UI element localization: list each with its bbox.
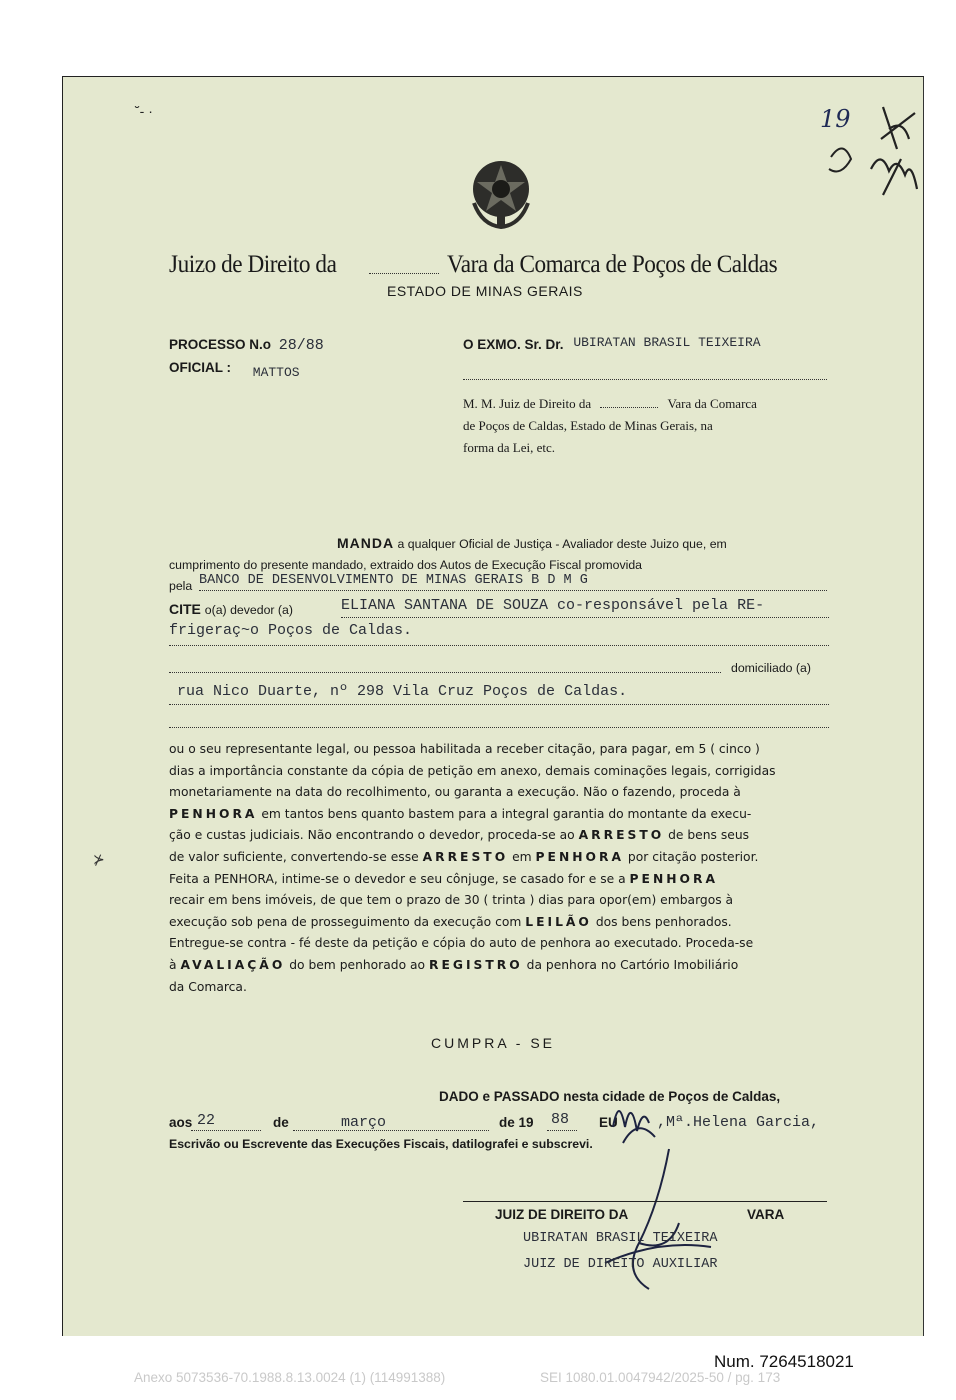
corner-marks: ˘‑ · (135, 103, 153, 119)
mm-line3: forma da Lei, etc. (463, 440, 556, 455)
document-page (62, 76, 924, 1336)
body-line-1: ou o seu representante legal, ou pessoa habilitada a receber citação, para pagar, em 5 ( cinco ) (169, 742, 760, 756)
exmo-row (463, 337, 761, 353)
judge-role-stamp: JUIZ DE DIREITO AUXILIAR (523, 1257, 718, 1272)
processo-label: PROCESSO N.o (169, 337, 272, 352)
state-subtitle: ESTADO DE MINAS GERAIS (387, 283, 583, 299)
judge-name-stamp: UBIRATAN BRASIL TEIXEIRA (523, 1231, 718, 1246)
court-title-left: Juizo de Direito da (169, 251, 337, 278)
keyword-registro: REGISTRO (429, 957, 523, 972)
exmo-underline (463, 379, 827, 380)
date-year: 88 (551, 1111, 570, 1128)
body-line-3: monetariamente na data do recolhimento, ou garanta a execução. Não o fazendo, proceda à (169, 785, 741, 800)
body-line-11-text: à (169, 957, 177, 972)
address-underline (169, 704, 829, 705)
mandate-body (169, 739, 829, 998)
year-underline (547, 1130, 577, 1131)
cite-block (169, 597, 829, 727)
body-line-11 (169, 955, 829, 977)
debtor-name-line1: ELIANA SANTANA DE SOUZA co-responsável pela RE- (341, 597, 765, 614)
escrivao-line: Escrivão ou Escrevente das Execuções Fiscais, datilografei e subscrevi. (169, 1137, 593, 1151)
keyword-leilao: LEILÃO (525, 914, 592, 929)
keyword-arresto-1: ARRESTO (578, 828, 665, 843)
eu-label: EU (599, 1115, 618, 1130)
body-line-5-text: ção e custas judiciais. Não encontrando o devedor, proceda-se ao (169, 828, 575, 843)
aos-label: aos (169, 1115, 193, 1130)
por-citacao-text: por citação posterior. (627, 849, 759, 864)
coat-of-arms-emblem (468, 151, 534, 231)
keyword-penhora-2: PENHORA (535, 849, 624, 864)
exmo-judge-name: UBIRATAN BRASIL TEIXEIRA (573, 335, 761, 350)
date-month: março (341, 1114, 387, 1131)
pela-label: pela (169, 579, 193, 593)
manda-line1: a qualquer Oficial de Justiça - Avaliador deste Juizo que, em (397, 537, 727, 551)
body-line-4 (169, 804, 829, 826)
mm-vara-blank (600, 407, 658, 408)
oficial-label: OFICIAL : (169, 360, 231, 375)
keyword-arresto-2: ARRESTO (422, 849, 509, 864)
court-title (169, 251, 889, 285)
dado-line1: DADO e PASSADO nesta cidade de Poços de Caldas, (439, 1089, 781, 1104)
court-title-right: Vara da Comarca de Poços de Caldas (447, 251, 778, 278)
pela-value: BANCO DE DESENVOLVIMENTO DE MINAS GERAIS B D M G (199, 573, 588, 588)
do-bem-text: do bem penhorado ao (289, 957, 426, 972)
signature-line (463, 1201, 827, 1202)
cite-devedor-label: o(a) devedor (a) (204, 603, 293, 617)
cite-underline-2 (169, 645, 829, 646)
pela-underline (199, 590, 827, 591)
processo-row (169, 337, 324, 354)
document-number: Num. 7264518021 (714, 1352, 854, 1371)
cumpra-se: CUMPRA - SE (431, 1035, 556, 1051)
de-bens-seus-text: de bens seus (668, 828, 750, 843)
manda-line2: cumprimento do presente mandado, extraido dos Autos de Execução Fiscal promovida (169, 558, 643, 572)
body-line-4-text: em tantos bens quanto bastem para a integral garantia do montante da execu- (261, 806, 752, 821)
mm-line1b: Vara da Comarca (667, 396, 757, 411)
keyword-avaliacao: AVALIAÇÃO (180, 957, 286, 972)
body-line-10: Entregue-se contra - fé deste da petição e cópia do auto de penhora ao executado. Proceda-se (169, 936, 754, 951)
dos-bens-text: dos bens penhorados. (595, 914, 732, 929)
mm-block (463, 393, 833, 459)
vara-label: VARA (747, 1207, 785, 1222)
de-19-label: de 19 (499, 1115, 534, 1130)
address-underline-2 (169, 727, 829, 728)
mm-line2: de Poços de Caldas, Estado de Minas Gerais, na (463, 418, 713, 433)
escrivao-name: ,Mª.Helena Garcia, (657, 1114, 820, 1131)
body-line-5 (169, 825, 829, 847)
body-line-8: recair em bens imóveis, de que tem o prazo de 30 ( trinta ) dias para opor(em) embargos à (169, 893, 734, 908)
handwritten-page-number: 19 (820, 105, 851, 133)
day-underline (191, 1130, 261, 1131)
margin-mark: ⊁ (93, 851, 105, 867)
mm-line1a: M. M. Juiz de Direito da (463, 396, 592, 411)
date-row (169, 1113, 849, 1137)
domiciliado-label: domiciliado (a) (731, 661, 811, 675)
oficial-row (169, 360, 300, 380)
debtor-name-line2: frigeraç~o Poços de Caldas. (169, 622, 413, 639)
manda-block (169, 533, 829, 598)
da-penhora-text: da penhora no Cartório Imobiliário (526, 957, 739, 972)
body-line-7-text: Feita a PENHORA, intime-se o devedor e seu cônjuge, se casado for e se a (169, 871, 626, 886)
date-day: 22 (197, 1112, 216, 1129)
month-underline (293, 1130, 489, 1131)
handwritten-initials (823, 99, 923, 214)
juiz-label: JUIZ DE DIREITO DA (495, 1207, 629, 1222)
debtor-address: rua Nico Duarte, nº 298 Vila Cruz Poços de Caldas. (177, 683, 628, 700)
body-line-6-text: de valor suficiente, convertendo-se esse (169, 849, 419, 864)
body-line-12: da Comarca. (169, 979, 247, 994)
exmo-label: O EXMO. Sr. Dr. (463, 337, 564, 352)
processo-value: 28/88 (278, 337, 324, 354)
cite-label (169, 601, 293, 617)
de-label-1: de (273, 1115, 289, 1130)
cite-underline-1 (341, 617, 829, 618)
body-line-9 (169, 912, 829, 934)
body-line-9-text: execução sob pena de prosseguimento da execução com (169, 914, 522, 929)
body-line-2: dias a importância constante da cópia de petição em anexo, demais cominações legais, corrigidas (169, 763, 776, 778)
cite-word: CITE (169, 601, 201, 617)
sei-reference: SEI 1080.01.0047942/2025-50 / pg. 173 (540, 1370, 781, 1385)
manda-word: MANDA (337, 535, 395, 551)
em-text: em (512, 849, 532, 864)
cite-underline-3 (169, 672, 721, 673)
keyword-penhora-1: PENHORA (169, 806, 258, 821)
keyword-penhora-3: PENHORA (629, 871, 718, 886)
body-line-7 (169, 869, 829, 891)
body-line-6 (169, 847, 829, 869)
vara-number-blank (369, 273, 439, 274)
oficial-value: MATTOS (252, 365, 300, 380)
anexo-reference: Anexo 5073536-70.1988.8.13.0024 (1) (114991388) (134, 1370, 446, 1385)
